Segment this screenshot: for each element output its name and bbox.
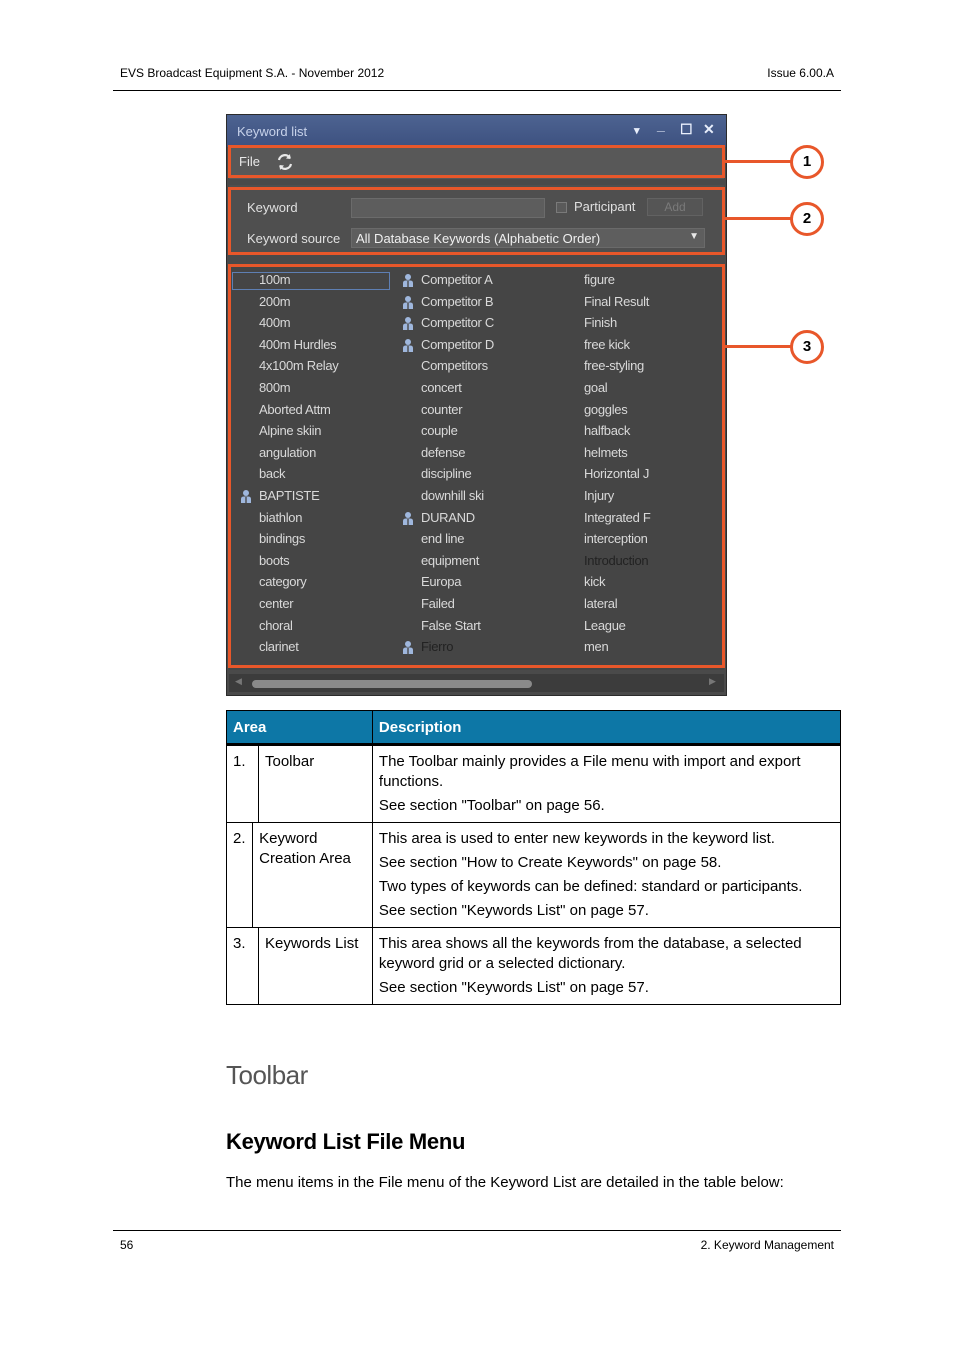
keyword-item[interactable]: Fierro: [421, 639, 454, 655]
keyword-item[interactable]: equipment: [421, 552, 480, 568]
keyword-item[interactable]: Europa: [421, 574, 462, 590]
keyword-item[interactable]: Finish: [584, 315, 617, 331]
keyword-item[interactable]: Competitor A: [421, 272, 493, 287]
keyword-item[interactable]: Competitor D: [421, 336, 494, 352]
keyword-item[interactable]: men: [584, 639, 609, 655]
header-rule: [113, 90, 841, 91]
keyword-item[interactable]: 200m: [259, 293, 291, 309]
keyword-source-value: All Database Keywords (Alphabetic Order): [356, 231, 601, 246]
description-text: The Toolbar mainly provides a File menu with import and export functions.: [378, 753, 801, 790]
keyword-item[interactable]: free kick: [584, 336, 630, 352]
keyword-item[interactable]: end line: [421, 531, 465, 547]
keyword-item[interactable]: helmets: [584, 444, 628, 460]
footer-chapter: 2. Keyword Management: [700, 1238, 834, 1252]
area-cell: [227, 745, 373, 823]
keyword-item[interactable]: League: [584, 617, 626, 633]
keyword-item[interactable]: Final Result: [584, 293, 650, 309]
keyword-item[interactable]: clarinet: [259, 639, 299, 655]
maximize-icon[interactable]: ☐: [680, 121, 693, 137]
keyword-item[interactable]: False Start: [421, 617, 481, 633]
keyword-item[interactable]: angulation: [259, 444, 316, 460]
table-row: [227, 823, 841, 928]
keyword-item[interactable]: Competitor B: [421, 293, 494, 309]
area-name: Keyword Creation Area: [259, 830, 351, 867]
keyword-item[interactable]: Failed: [421, 596, 455, 611]
description-text: See section "Toolbar" on page 56.: [378, 797, 605, 814]
keyword-item[interactable]: discipline: [421, 466, 472, 482]
table-row: [227, 745, 841, 823]
window-titlebar: [227, 115, 726, 147]
callout-box-keywords: [228, 264, 725, 668]
keyword-item[interactable]: defense: [421, 444, 466, 460]
keyword-item[interactable]: 4x100m Relay: [259, 358, 339, 374]
keyword-item[interactable]: 400m: [259, 315, 291, 331]
keyword-item[interactable]: 400m Hurdles: [259, 336, 337, 352]
keyword-item[interactable]: figure: [584, 272, 615, 287]
area-number: 2.: [227, 823, 253, 927]
scroll-right-icon[interactable]: ▶: [709, 676, 716, 686]
description-text: See section "Keywords List" on page 57.: [378, 902, 649, 919]
add-button[interactable]: Add: [647, 198, 703, 216]
callout-line-2: [725, 217, 791, 220]
keyword-item[interactable]: BAPTISTE: [259, 488, 320, 503]
subsection-title: Keyword List File Menu: [226, 1129, 466, 1154]
area-cell: [227, 823, 373, 928]
keyword-item[interactable]: Competitors: [421, 358, 488, 374]
footer-rule: [113, 1230, 841, 1231]
keyword-item[interactable]: halfback: [584, 423, 631, 439]
keyword-item[interactable]: goal: [584, 380, 608, 395]
body-paragraph: The menu items in the File menu of the Keyword List are detailed in the table below:: [226, 1174, 784, 1191]
keyword-item[interactable]: counter: [421, 401, 463, 417]
description-text: See section "Keywords List" on page 57.: [378, 979, 649, 996]
keyword-item[interactable]: 100m: [259, 272, 291, 287]
keyword-item[interactable]: couple: [421, 423, 458, 439]
callout-2: 2: [790, 202, 824, 236]
callout-line-3: [725, 345, 791, 348]
file-menu[interactable]: File: [239, 154, 260, 169]
area-name: Keywords List: [265, 935, 359, 952]
keyword-item[interactable]: goggles: [584, 401, 628, 417]
keyword-item[interactable]: lateral: [584, 596, 618, 611]
keyword-item[interactable]: downhill ski: [421, 488, 484, 503]
footer-page-number: 56: [120, 1238, 134, 1252]
keyword-item[interactable]: category: [259, 574, 307, 590]
keyword-item[interactable]: kick: [584, 574, 606, 590]
dropdown-icon[interactable]: ▾: [634, 125, 640, 137]
callout-box-creation: [228, 187, 725, 255]
area-cell: [227, 928, 373, 1005]
area-description-table: [226, 710, 841, 1005]
header-description: Description: [372, 711, 840, 745]
area-number: 1.: [227, 746, 259, 822]
scrollbar-thumb[interactable]: [252, 680, 532, 688]
keyword-label: Keyword: [247, 200, 298, 215]
keyword-item[interactable]: Aborted Attm: [259, 401, 331, 417]
keyword-item[interactable]: free-styling: [584, 358, 644, 374]
keyword-item[interactable]: Competitor C: [421, 315, 494, 331]
area-number: 3.: [227, 928, 259, 1004]
keyword-item[interactable]: Alpine skiin: [259, 423, 322, 439]
keyword-item[interactable]: choral: [259, 617, 293, 633]
keyword-item[interactable]: DURAND: [421, 509, 475, 525]
header-left: EVS Broadcast Equipment S.A. - November 2012: [120, 66, 385, 80]
keyword-source-label: Keyword source: [247, 231, 341, 246]
keyword-item[interactable]: back: [259, 466, 286, 482]
callout-box-toolbar: [228, 145, 725, 178]
callout-line-1: [725, 160, 791, 163]
callout-1: 1: [790, 145, 824, 179]
description-text: This area is used to enter new keywords in the keyword list.: [378, 830, 775, 847]
keyword-item[interactable]: Introduction: [584, 552, 649, 568]
description-text: See section "How to Create Keywords" on page 58.: [378, 854, 722, 871]
header-area: Area: [227, 711, 373, 745]
description-text: This area shows all the keywords from the database, a selected keyword grid or a selected dictionary.: [378, 935, 802, 972]
description-cell: [372, 823, 840, 928]
description-cell: [372, 928, 840, 1005]
participant-label: Participant: [574, 199, 636, 214]
chevron-down-icon: ▼: [689, 231, 699, 242]
callout-3: 3: [790, 330, 824, 364]
close-icon[interactable]: ✕: [703, 121, 715, 137]
keyword-item[interactable]: Integrated F: [584, 509, 651, 525]
keyword-item[interactable]: bindings: [259, 531, 306, 547]
minimize-icon[interactable]: _: [657, 117, 665, 133]
description-cell: [372, 745, 840, 823]
window-title: Keyword list: [237, 124, 308, 139]
keyword-item[interactable]: center: [259, 596, 294, 611]
keyword-item[interactable]: Horizontal J: [584, 466, 650, 482]
keyword-item[interactable]: Injury: [584, 488, 614, 503]
description-text: Two types of keywords can be defined: standard or participants.: [378, 878, 803, 895]
area-name: Toolbar: [265, 753, 315, 770]
keyword-item[interactable]: 800m: [259, 380, 291, 395]
table-body: [227, 745, 841, 1005]
keyword-item[interactable]: biathlon: [259, 509, 303, 525]
table-row: [227, 928, 841, 1005]
keyword-item[interactable]: boots: [259, 552, 290, 568]
keyword-item[interactable]: concert: [421, 380, 462, 395]
section-title: Toolbar: [226, 1060, 308, 1090]
header-right: Issue 6.00.A: [767, 66, 834, 80]
scroll-left-icon[interactable]: ◀: [235, 676, 242, 686]
keyword-item[interactable]: interception: [584, 531, 648, 547]
